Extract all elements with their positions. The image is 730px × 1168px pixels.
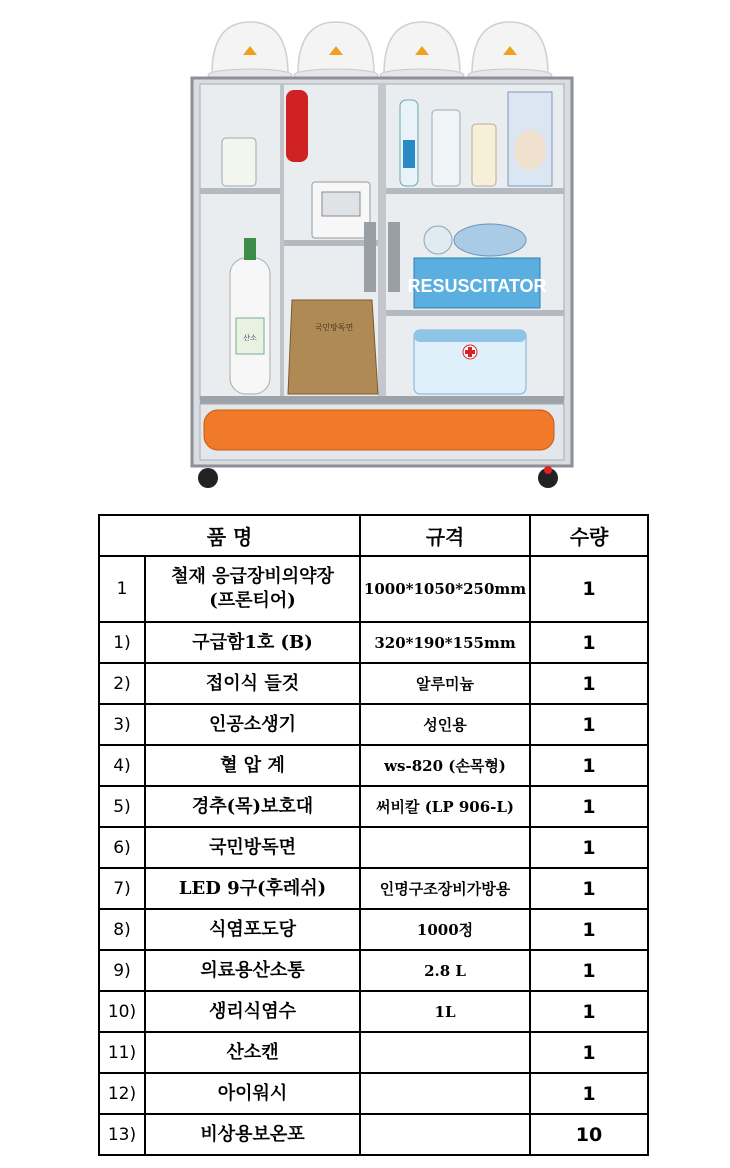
table-row [99,745,648,786]
item-qty: 1 [530,622,648,663]
row-number: 11) [99,1032,145,1073]
item-qty: 1 [530,556,648,622]
row-number: 10) [99,991,145,1032]
jar [222,138,256,186]
handle [364,222,376,292]
item-name-line1: 철재 응급장비의약장 [171,566,334,587]
row-number: 2) [99,663,145,704]
row-number: 12) [99,1073,145,1114]
row-number: 1 [99,556,145,622]
header-spec: 규격 [360,515,530,556]
table-row [99,909,648,950]
item-qty: 1 [530,663,648,704]
item-spec: 1000정 [360,909,530,950]
item-qty: 1 [530,1073,648,1114]
item-name: 식염포도당 [145,909,360,950]
spec-table [98,514,649,1156]
item-spec: 2.8 L [360,950,530,991]
header-row [99,515,648,556]
table-row [99,786,648,827]
row-number: 4) [99,745,145,786]
item-name: 생리식염수 [145,991,360,1032]
item-qty: 1 [530,950,648,991]
item-name: 의료용산소통 [145,950,360,991]
row-number: 5) [99,786,145,827]
item-name: 구급함1호 (B) [145,622,360,663]
item-spec [360,1073,530,1114]
row-number: 9) [99,950,145,991]
table-row [99,622,648,663]
item-qty: 1 [530,786,648,827]
item-spec: ws-820 (손목형) [360,745,530,786]
item-spec [360,827,530,868]
table-row [99,704,648,745]
item-spec: 1000*1050*250mm [360,556,530,622]
item-name: 접이식 들것 [145,663,360,704]
header-qty: 수량 [530,515,648,556]
item-name: 혈 압 계 [145,745,360,786]
item-name: 경추(목)보호대 [145,786,360,827]
bottle [472,124,496,186]
item-qty: 1 [530,909,648,950]
item-name: LED 9구(후레쉬) [145,868,360,909]
item-spec [360,1114,530,1155]
table-row [99,950,648,991]
item-qty: 1 [530,704,648,745]
table-row [99,827,648,868]
item-qty: 1 [530,868,648,909]
item-name: 아이워시 [145,1073,360,1114]
item-name: 국민방독면 [145,827,360,868]
resuscitator-box-label: RESUSCITATOR [407,276,547,296]
item-qty: 1 [530,745,648,786]
item-qty: 10 [530,1114,648,1155]
item-spec: 써비칼 (LP 906-L) [360,786,530,827]
table-row [99,1114,648,1155]
row-number: 3) [99,704,145,745]
table-row [99,1032,648,1073]
oxygen-cylinder-label: 산소 [243,334,257,342]
header-name: 품 명 [99,515,360,556]
item-spec: 알루미늄 [360,663,530,704]
item-name: 인공소생기 [145,704,360,745]
item-spec [360,1032,530,1073]
item-name [145,556,360,622]
row-number: 6) [99,827,145,868]
table-row [99,556,648,622]
item-name-line2: (프론티어) [209,590,296,611]
red-bottle [286,90,308,162]
item-spec: 320*190*155mm [360,622,530,663]
row-number: 8) [99,909,145,950]
item-spec: 성인용 [360,704,530,745]
gas-mask-bag-label: 국민방독면 [314,323,354,332]
row-number: 13) [99,1114,145,1155]
wheel-icon [198,468,218,488]
table-row [99,868,648,909]
item-qty: 1 [530,827,648,868]
table-row [99,663,648,704]
item-spec: 1L [360,991,530,1032]
resuscitator-bag [454,224,526,256]
bottle [432,110,460,186]
item-name: 산소캔 [145,1032,360,1073]
row-number: 1) [99,622,145,663]
table-row [99,991,648,1032]
product-photo [0,0,730,500]
item-qty: 1 [530,991,648,1032]
item-spec: 인명구조장비가방용 [360,868,530,909]
stretcher [204,410,554,450]
gas-mask-bag [288,300,378,394]
row-number: 7) [99,868,145,909]
item-qty: 1 [530,1032,648,1073]
item-name: 비상용보온포 [145,1114,360,1155]
table-row [99,1073,648,1114]
